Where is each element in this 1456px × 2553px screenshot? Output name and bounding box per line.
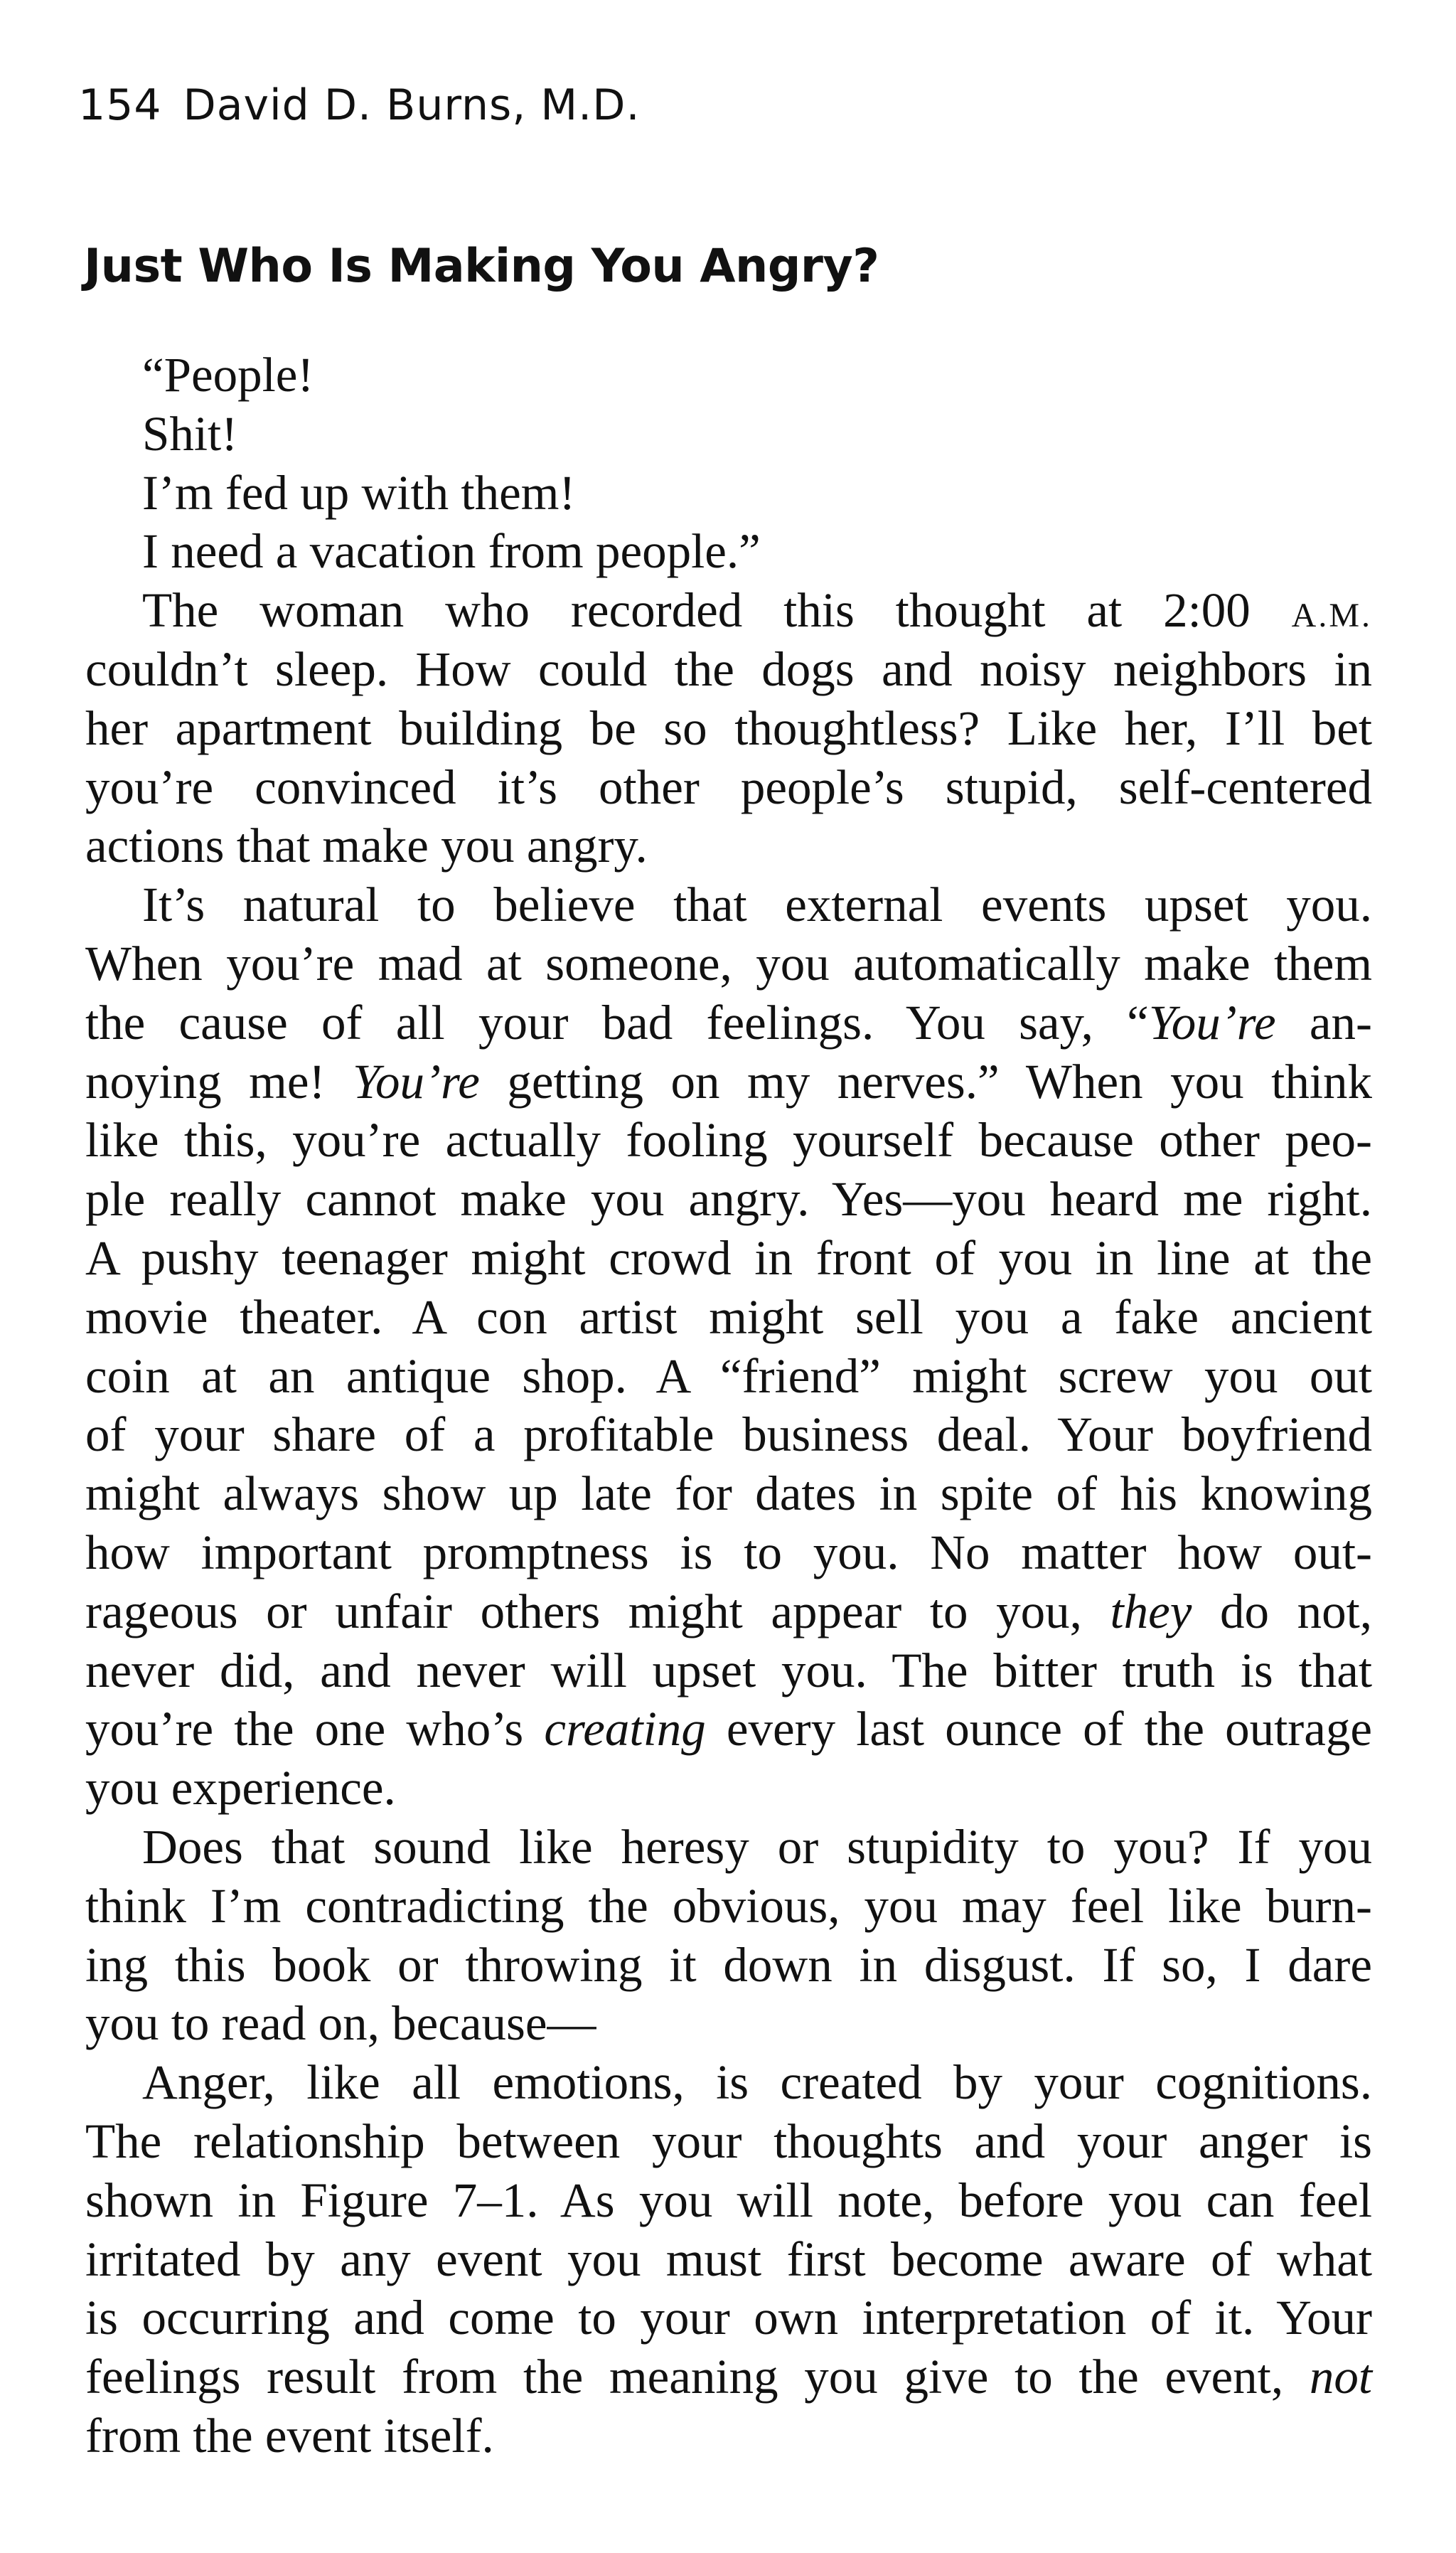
text-line: A pushy teenager might crowd in front of you in line at the (85, 1230, 1372, 1285)
text-line: you to read on, because— (85, 1996, 596, 2051)
text-line: from the event itself. (85, 2408, 494, 2463)
text-line: think I’m contradicting the obvious, you may feel like burn- (85, 1878, 1372, 1933)
text-line: I’m fed up with them! (142, 465, 576, 520)
text-line: noying me! You’re getting on my nerves.” When you think (85, 1054, 1372, 1109)
italic-emphasis: You’re (1148, 995, 1276, 1050)
text-line: might always show up late for dates in spite of his knowing (85, 1466, 1372, 1521)
text-line: It’s natural to believe that external events upset you. (142, 878, 1372, 932)
text-line: feelings result from the meaning you give to the event, not (85, 2350, 1372, 2404)
text-line: movie theater. A con artist might sell you a fake ancient (85, 1289, 1372, 1344)
text-line: couldn’t sleep. How could the dogs and noisy neighbors in (85, 641, 1372, 696)
text-line: I need a vacation from people.” (142, 524, 761, 579)
body-text (85, 346, 1372, 2466)
italic-emphasis: You’re (352, 1054, 480, 1109)
italic-emphasis: they (1110, 1584, 1192, 1638)
page-number: 154 (78, 80, 162, 130)
text-line: shown in Figure 7–1. As you will note, before you can feel (85, 2173, 1372, 2227)
text-line: Shit! (142, 406, 238, 461)
text-line: Does that sound like heresy or stupidity to you? If you (142, 1819, 1372, 1874)
text-line: of your share of a profitable business deal. Your boyfriend (85, 1407, 1372, 1462)
section-title: Just Who Is Making You Angry? (84, 240, 879, 293)
author-name: David D. Burns, M.D. (183, 80, 641, 130)
text-line: rageous or unfair others might appear to you, they do not, (85, 1584, 1372, 1638)
text-line: The woman who recorded this thought at 2:00 A.M. (142, 583, 1373, 638)
text-line: ing this book or throwing it down in disgust. If so, I dare (85, 1937, 1372, 1992)
text-line: you experience. (85, 1761, 396, 1816)
text-line: is occurring and come to your own interpretation of it. Your (85, 2291, 1372, 2345)
text-line: you’re convinced it’s other people’s stupid, self-centered (85, 759, 1372, 814)
small-caps-am: A.M. (1291, 597, 1373, 635)
text-line: actions that make you angry. (85, 819, 648, 873)
text-line: how important promptness is to you. No matter how out- (85, 1525, 1372, 1579)
text-line: When you’re mad at someone, you automatically make them (85, 936, 1372, 991)
italic-emphasis: not (1309, 2350, 1372, 2404)
italic-emphasis: creating (544, 1702, 706, 1757)
text-line: coin at an antique shop. A “friend” might screw you out (85, 1348, 1372, 1403)
text-line: you’re the one who’s creating every last ounce of the outrage (85, 1702, 1372, 1757)
text-line: the cause of all your bad feelings. You say, “You’re an- (85, 995, 1372, 1050)
running-head (78, 77, 641, 134)
text-line: like this, you’re actually fooling yourself because other peo- (85, 1113, 1372, 1168)
text-line: irritated by any event you must first become aware of what (85, 2232, 1372, 2286)
text-line: her apartment building be so thoughtless? Like her, I’ll bet (85, 700, 1372, 755)
text-line: never did, and never will upset you. The bitter truth is that (85, 1643, 1372, 1697)
text-line: “People! (142, 348, 314, 402)
text-line: Anger, like all emotions, is created by your cognitions. (142, 2055, 1372, 2110)
text-line: ple really cannot make you angry. Yes—you heard me right. (85, 1172, 1372, 1227)
text-line: The relationship between your thoughts and your anger is (85, 2114, 1372, 2168)
